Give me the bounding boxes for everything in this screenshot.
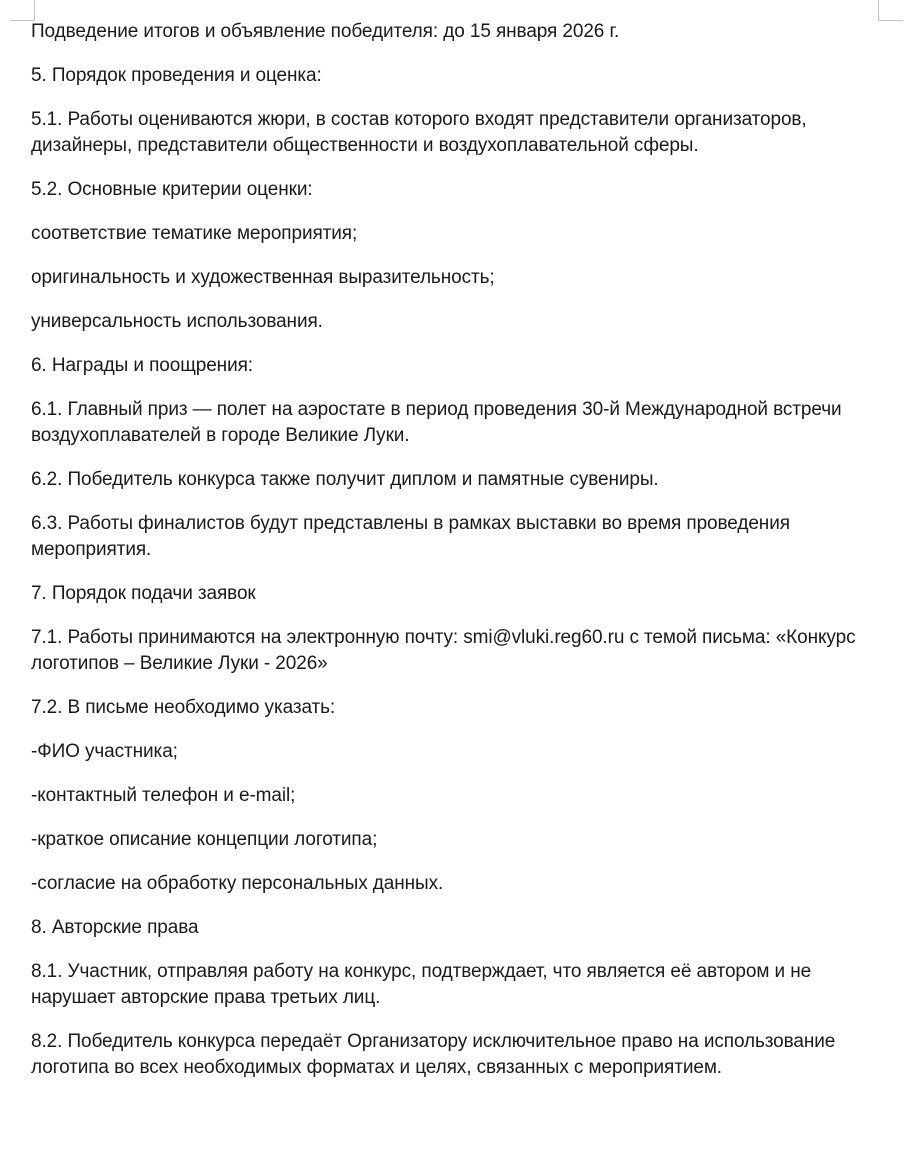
requirement-item: -контактный телефон и e-mail; — [31, 785, 296, 806]
paragraph-7-1: 7.1. Работы принимаются на электронную почту: smi@vluki.reg60.ru с темой письма: «Конкурс логотипов – Великие Луки - 2026» — [31, 627, 856, 674]
paragraph-8-1: 8.1. Участник, отправляя работу на конкурс, подтверждает, что является её автором и не нарушает авторские права третьих лиц. — [31, 961, 812, 1008]
document-body — [31, 19, 891, 1099]
paragraph-5-2: 5.2. Основные критерии оценки: — [31, 179, 313, 200]
requirement-item: -краткое описание концепции логотипа; — [31, 829, 378, 850]
paragraph-6-2: 6.2. Победитель конкурса также получит диплом и памятные сувениры. — [31, 469, 659, 490]
requirement-item: -ФИО участника; — [31, 741, 178, 762]
paragraph-6-3: 6.3. Работы финалистов будут представлены в рамках выставки во время проведения мероприятия. — [31, 513, 790, 560]
paragraph-8-2: 8.2. Победитель конкурса передаёт Организатору исключительное право на использование логотипа во всех необходимых форматах и целях, связанных с мероприятием. — [31, 1031, 836, 1078]
page-corner-mark-right — [878, 0, 903, 21]
criteria-item: оригинальность и художественная выразительность; — [31, 267, 495, 288]
section-6-heading: 6. Награды и поощрения: — [31, 355, 253, 376]
criteria-item: соответствие тематике мероприятия; — [31, 223, 358, 244]
paragraph-results-deadline: Подведение итогов и объявление победителя: до 15 января 2026 г. — [31, 21, 620, 42]
paragraph-7-2: 7.2. В письме необходимо указать: — [31, 697, 336, 718]
paragraph-5-1: 5.1. Работы оцениваются жюри, в состав которого входят представители организаторов, дизайнеры, представители общественности и воздухоплавательной сферы. — [31, 109, 807, 156]
section-8-heading: 8. Авторские права — [31, 917, 199, 938]
page-corner-mark-left — [10, 0, 35, 21]
criteria-item: универсальность использования. — [31, 311, 323, 332]
requirement-item: -согласие на обработку персональных данных. — [31, 873, 444, 894]
paragraph-6-1: 6.1. Главный приз — полет на аэростате в период проведения 30-й Международной встречи воздухоплавателей в городе Великие Луки. — [31, 399, 842, 446]
section-5-heading: 5. Порядок проведения и оценка: — [31, 65, 322, 86]
section-7-heading: 7. Порядок подачи заявок — [31, 583, 256, 604]
